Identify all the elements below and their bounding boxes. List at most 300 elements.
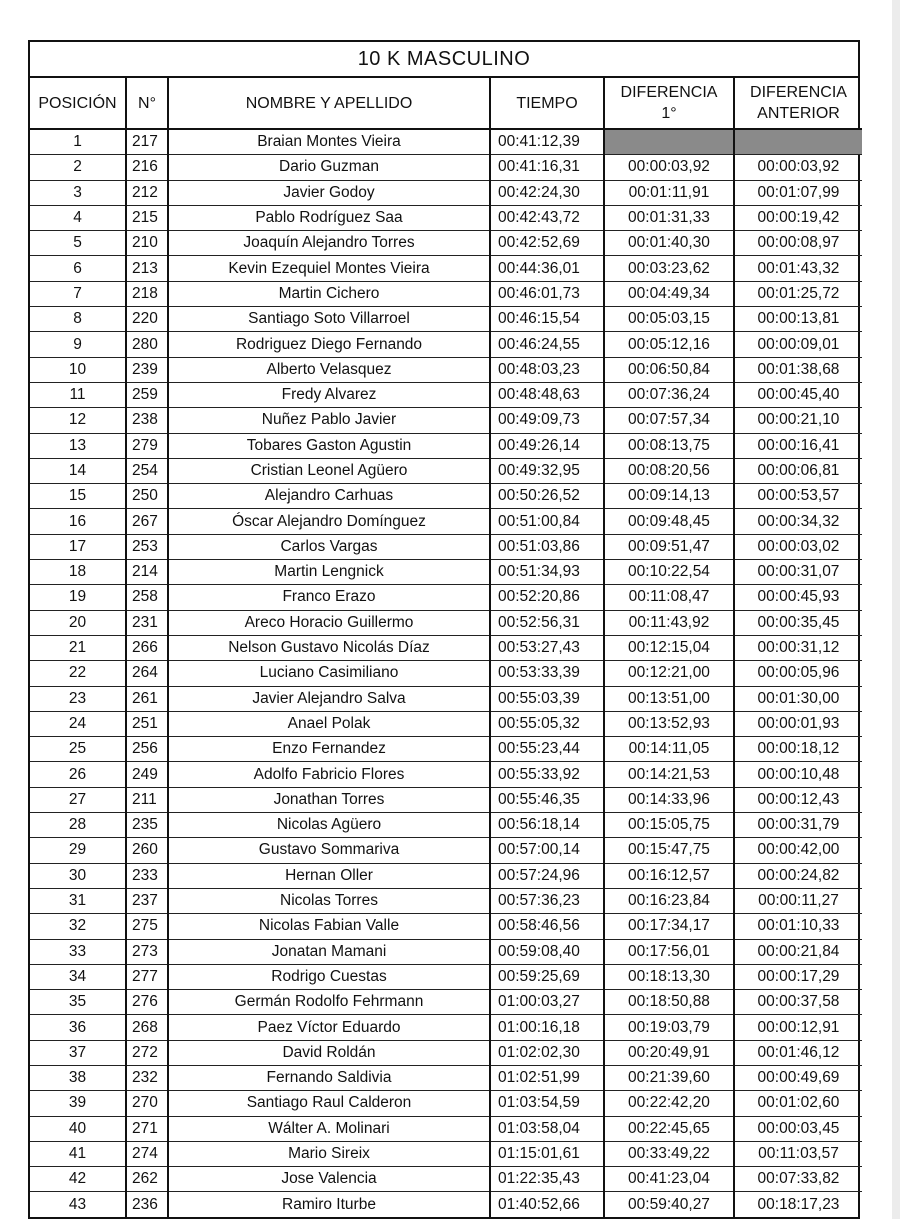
cell-posicion: 33	[30, 939, 126, 964]
cell-diferencia-primero: 00:14:21,53	[604, 762, 734, 787]
cell-diferencia-anterior: 00:01:43,32	[734, 256, 862, 281]
cell-tiempo: 00:52:56,31	[490, 610, 604, 635]
cell-numero: 256	[126, 737, 168, 762]
cell-tiempo: 00:50:26,52	[490, 484, 604, 509]
cell-posicion: 6	[30, 256, 126, 281]
cell-diferencia-primero: 00:17:56,01	[604, 939, 734, 964]
cell-nombre: Hernan Oller	[168, 863, 490, 888]
cell-diferencia-primero: 00:22:45,65	[604, 1116, 734, 1141]
cell-diferencia-primero: 00:01:31,33	[604, 205, 734, 230]
cell-tiempo: 00:53:27,43	[490, 635, 604, 660]
cell-diferencia-anterior: 00:01:30,00	[734, 686, 862, 711]
cell-posicion: 21	[30, 635, 126, 660]
cell-diferencia-primero: 00:05:03,15	[604, 307, 734, 332]
cell-posicion: 13	[30, 433, 126, 458]
cell-numero: 275	[126, 914, 168, 939]
cell-nombre: Jonathan Torres	[168, 787, 490, 812]
cell-numero: 276	[126, 990, 168, 1015]
cell-tiempo: 01:03:58,04	[490, 1116, 604, 1141]
cell-numero: 210	[126, 231, 168, 256]
cell-nombre: Mario Sireix	[168, 1141, 490, 1166]
cell-numero: 217	[126, 129, 168, 155]
cell-diferencia-anterior: 00:00:05,96	[734, 661, 862, 686]
cell-nombre: Ramiro Iturbe	[168, 1192, 490, 1217]
table-row	[30, 332, 862, 357]
table-row	[30, 939, 862, 964]
cell-numero: 272	[126, 1040, 168, 1065]
table-row	[30, 458, 862, 483]
cell-numero: 279	[126, 433, 168, 458]
table-row	[30, 1167, 862, 1192]
cell-numero: 249	[126, 762, 168, 787]
cell-tiempo: 00:52:20,86	[490, 585, 604, 610]
cell-nombre: Areco Horacio Guillermo	[168, 610, 490, 635]
cell-diferencia-primero: 00:21:39,60	[604, 1065, 734, 1090]
cell-diferencia-anterior: 00:00:09,01	[734, 332, 862, 357]
cell-diferencia-anterior: 00:00:42,00	[734, 838, 862, 863]
cell-numero: 277	[126, 964, 168, 989]
cell-tiempo: 01:03:54,59	[490, 1091, 604, 1116]
table-row	[30, 129, 862, 155]
table-row	[30, 1040, 862, 1065]
cell-diferencia-primero: 00:15:47,75	[604, 838, 734, 863]
cell-numero: 213	[126, 256, 168, 281]
cell-diferencia-anterior: 00:01:25,72	[734, 281, 862, 306]
cell-posicion: 41	[30, 1141, 126, 1166]
cell-numero: 214	[126, 560, 168, 585]
cell-diferencia-anterior: 00:00:03,02	[734, 534, 862, 559]
cell-tiempo: 00:46:01,73	[490, 281, 604, 306]
cell-nombre: Alejandro Carhuas	[168, 484, 490, 509]
cell-diferencia-primero: 00:12:21,00	[604, 661, 734, 686]
cell-posicion: 35	[30, 990, 126, 1015]
cell-posicion: 32	[30, 914, 126, 939]
page-edge	[892, 0, 900, 1219]
cell-diferencia-anterior: 00:00:31,79	[734, 813, 862, 838]
cell-diferencia-primero: 00:18:13,30	[604, 964, 734, 989]
cell-tiempo: 00:55:23,44	[490, 737, 604, 762]
cell-tiempo: 01:15:01,61	[490, 1141, 604, 1166]
cell-numero: 261	[126, 686, 168, 711]
cell-nombre: Germán Rodolfo Fehrmann	[168, 990, 490, 1015]
cell-nombre: Anael Polak	[168, 711, 490, 736]
cell-tiempo: 00:57:36,23	[490, 888, 604, 913]
table-row	[30, 231, 862, 256]
cell-numero: 220	[126, 307, 168, 332]
cell-nombre: Rodriguez Diego Fernando	[168, 332, 490, 357]
cell-numero: 251	[126, 711, 168, 736]
cell-numero: 236	[126, 1192, 168, 1217]
cell-diferencia-anterior: 00:00:13,81	[734, 307, 862, 332]
cell-tiempo: 00:42:43,72	[490, 205, 604, 230]
cell-tiempo: 00:55:33,92	[490, 762, 604, 787]
cell-posicion: 38	[30, 1065, 126, 1090]
cell-diferencia-primero: 00:13:51,00	[604, 686, 734, 711]
cell-posicion: 19	[30, 585, 126, 610]
cell-nombre: Fredy Alvarez	[168, 382, 490, 407]
cell-diferencia-primero: 00:16:23,84	[604, 888, 734, 913]
cell-posicion: 27	[30, 787, 126, 812]
cell-diferencia-primero: 00:07:36,24	[604, 382, 734, 407]
cell-tiempo: 00:51:00,84	[490, 509, 604, 534]
cell-nombre: Dario Guzman	[168, 155, 490, 180]
cell-nombre: Pablo Rodríguez Saa	[168, 205, 490, 230]
cell-posicion: 25	[30, 737, 126, 762]
cell-nombre: Wálter A. Molinari	[168, 1116, 490, 1141]
results-sheet	[28, 40, 860, 1219]
cell-tiempo: 01:40:52,66	[490, 1192, 604, 1217]
table-row	[30, 737, 862, 762]
cell-nombre: Carlos Vargas	[168, 534, 490, 559]
cell-numero: 233	[126, 863, 168, 888]
cell-nombre: Cristian Leonel Agüero	[168, 458, 490, 483]
cell-diferencia-anterior: 00:01:07,99	[734, 180, 862, 205]
cell-nombre: Santiago Soto Villarroel	[168, 307, 490, 332]
cell-posicion: 15	[30, 484, 126, 509]
table-row	[30, 762, 862, 787]
cell-numero: 270	[126, 1091, 168, 1116]
cell-numero: 237	[126, 888, 168, 913]
header-diferencia-primero-line2: 1°	[661, 105, 677, 122]
cell-numero: 266	[126, 635, 168, 660]
cell-nombre: Paez Víctor Eduardo	[168, 1015, 490, 1040]
cell-tiempo: 00:58:46,56	[490, 914, 604, 939]
table-row	[30, 534, 862, 559]
cell-numero: 239	[126, 357, 168, 382]
header-diferencia-primero-line1: DIFERENCIA	[620, 84, 718, 101]
cell-posicion: 14	[30, 458, 126, 483]
cell-diferencia-primero: 00:09:51,47	[604, 534, 734, 559]
cell-posicion: 43	[30, 1192, 126, 1217]
cell-numero: 260	[126, 838, 168, 863]
cell-nombre: Enzo Fernandez	[168, 737, 490, 762]
cell-nombre: Braian Montes Vieira	[168, 129, 490, 155]
cell-posicion: 3	[30, 180, 126, 205]
cell-posicion: 24	[30, 711, 126, 736]
cell-diferencia-anterior: 00:11:03,57	[734, 1141, 862, 1166]
cell-tiempo: 00:55:46,35	[490, 787, 604, 812]
table-row	[30, 990, 862, 1015]
table-row	[30, 307, 862, 332]
cell-diferencia-anterior: 00:00:49,69	[734, 1065, 862, 1090]
cell-diferencia-anterior: 00:01:46,12	[734, 1040, 862, 1065]
cell-numero: 264	[126, 661, 168, 686]
cell-diferencia-primero: 00:00:03,92	[604, 155, 734, 180]
cell-posicion: 39	[30, 1091, 126, 1116]
cell-diferencia-anterior: 00:00:10,48	[734, 762, 862, 787]
cell-diferencia-anterior: 00:00:17,29	[734, 964, 862, 989]
cell-diferencia-primero: 00:04:49,34	[604, 281, 734, 306]
cell-numero: 258	[126, 585, 168, 610]
cell-tiempo: 00:55:05,32	[490, 711, 604, 736]
header-diferencia-anterior	[734, 78, 862, 129]
cell-diferencia-primero: 00:22:42,20	[604, 1091, 734, 1116]
cell-tiempo: 00:49:26,14	[490, 433, 604, 458]
cell-diferencia-primero: 00:13:52,93	[604, 711, 734, 736]
cell-numero: 215	[126, 205, 168, 230]
cell-diferencia-anterior: 00:00:21,84	[734, 939, 862, 964]
cell-posicion: 17	[30, 534, 126, 559]
table-row	[30, 863, 862, 888]
header-diferencia-anterior-line1: DIFERENCIA	[750, 84, 847, 101]
cell-posicion: 42	[30, 1167, 126, 1192]
cell-diferencia-anterior: 00:00:31,07	[734, 560, 862, 585]
cell-diferencia-anterior: 00:00:37,58	[734, 990, 862, 1015]
cell-numero: 254	[126, 458, 168, 483]
cell-diferencia-primero: 00:18:50,88	[604, 990, 734, 1015]
cell-tiempo: 00:41:16,31	[490, 155, 604, 180]
table-row	[30, 484, 862, 509]
cell-diferencia-primero: 00:08:20,56	[604, 458, 734, 483]
cell-tiempo: 00:51:34,93	[490, 560, 604, 585]
cell-nombre: Gustavo Sommariva	[168, 838, 490, 863]
cell-diferencia-primero: 00:09:14,13	[604, 484, 734, 509]
cell-posicion: 20	[30, 610, 126, 635]
cell-nombre: Rodrigo Cuestas	[168, 964, 490, 989]
cell-diferencia-anterior: 00:00:35,45	[734, 610, 862, 635]
cell-numero: 231	[126, 610, 168, 635]
cell-diferencia-anterior: 00:00:12,43	[734, 787, 862, 812]
cell-nombre: Nicolas Agüero	[168, 813, 490, 838]
cell-numero: 238	[126, 408, 168, 433]
cell-nombre: Jose Valencia	[168, 1167, 490, 1192]
table-row	[30, 155, 862, 180]
cell-nombre: David Roldán	[168, 1040, 490, 1065]
cell-posicion: 37	[30, 1040, 126, 1065]
cell-diferencia-anterior: 00:00:53,57	[734, 484, 862, 509]
cell-diferencia-anterior: 00:00:34,32	[734, 509, 862, 534]
cell-tiempo: 00:41:12,39	[490, 129, 604, 155]
cell-posicion: 4	[30, 205, 126, 230]
cell-tiempo: 00:56:18,14	[490, 813, 604, 838]
cell-tiempo: 01:00:03,27	[490, 990, 604, 1015]
cell-diferencia-anterior: 00:00:11,27	[734, 888, 862, 913]
cell-diferencia-anterior: 00:01:38,68	[734, 357, 862, 382]
cell-diferencia-anterior: 00:00:16,41	[734, 433, 862, 458]
cell-nombre: Adolfo Fabricio Flores	[168, 762, 490, 787]
cell-diferencia-anterior: 00:00:12,91	[734, 1015, 862, 1040]
cell-posicion: 31	[30, 888, 126, 913]
cell-diferencia-primero	[604, 129, 734, 155]
cell-nombre: Kevin Ezequiel Montes Vieira	[168, 256, 490, 281]
table-row	[30, 180, 862, 205]
cell-diferencia-anterior: 00:01:02,60	[734, 1091, 862, 1116]
table-row	[30, 509, 862, 534]
cell-diferencia-primero: 00:10:22,54	[604, 560, 734, 585]
header-diferencia-anterior-line2: ANTERIOR	[757, 105, 840, 122]
table-row	[30, 1141, 862, 1166]
cell-nombre: Fernando Saldivia	[168, 1065, 490, 1090]
cell-diferencia-anterior: 00:00:01,93	[734, 711, 862, 736]
cell-diferencia-anterior: 00:00:24,82	[734, 863, 862, 888]
table-row	[30, 1116, 862, 1141]
cell-nombre: Nelson Gustavo Nicolás Díaz	[168, 635, 490, 660]
cell-numero: 268	[126, 1015, 168, 1040]
cell-diferencia-primero: 00:14:11,05	[604, 737, 734, 762]
table-row	[30, 711, 862, 736]
cell-nombre: Nicolas Fabian Valle	[168, 914, 490, 939]
table-row	[30, 610, 862, 635]
cell-posicion: 9	[30, 332, 126, 357]
cell-posicion: 12	[30, 408, 126, 433]
cell-diferencia-primero: 00:11:43,92	[604, 610, 734, 635]
table-row	[30, 787, 862, 812]
cell-diferencia-primero: 00:41:23,04	[604, 1167, 734, 1192]
table-row	[30, 888, 862, 913]
cell-diferencia-primero: 00:09:48,45	[604, 509, 734, 534]
cell-nombre: Joaquín Alejandro Torres	[168, 231, 490, 256]
cell-diferencia-primero: 00:08:13,75	[604, 433, 734, 458]
cell-posicion: 30	[30, 863, 126, 888]
cell-diferencia-primero: 00:33:49,22	[604, 1141, 734, 1166]
cell-posicion: 5	[30, 231, 126, 256]
cell-diferencia-anterior: 00:00:45,40	[734, 382, 862, 407]
cell-diferencia-primero: 00:07:57,34	[604, 408, 734, 433]
cell-nombre: Martin Lengnick	[168, 560, 490, 585]
cell-numero: 250	[126, 484, 168, 509]
cell-diferencia-anterior	[734, 129, 862, 155]
cell-posicion: 7	[30, 281, 126, 306]
cell-nombre: Luciano Casimiliano	[168, 661, 490, 686]
cell-numero: 211	[126, 787, 168, 812]
cell-posicion: 18	[30, 560, 126, 585]
cell-diferencia-anterior: 00:00:08,97	[734, 231, 862, 256]
table-row	[30, 256, 862, 281]
cell-tiempo: 00:42:24,30	[490, 180, 604, 205]
cell-diferencia-primero: 00:12:15,04	[604, 635, 734, 660]
table-row	[30, 964, 862, 989]
cell-tiempo: 00:57:24,96	[490, 863, 604, 888]
cell-tiempo: 00:51:03,86	[490, 534, 604, 559]
cell-nombre: Nicolas Torres	[168, 888, 490, 913]
cell-tiempo: 00:46:24,55	[490, 332, 604, 357]
cell-diferencia-primero: 00:16:12,57	[604, 863, 734, 888]
cell-diferencia-primero: 00:14:33,96	[604, 787, 734, 812]
cell-diferencia-anterior: 00:01:10,33	[734, 914, 862, 939]
cell-posicion: 8	[30, 307, 126, 332]
table-row	[30, 357, 862, 382]
table-row	[30, 1065, 862, 1090]
cell-diferencia-primero: 00:03:23,62	[604, 256, 734, 281]
cell-tiempo: 01:02:51,99	[490, 1065, 604, 1090]
cell-numero: 253	[126, 534, 168, 559]
cell-nombre: Nuñez Pablo Javier	[168, 408, 490, 433]
cell-tiempo: 01:22:35,43	[490, 1167, 604, 1192]
cell-tiempo: 01:02:02,30	[490, 1040, 604, 1065]
cell-tiempo: 00:59:25,69	[490, 964, 604, 989]
header-nombre: NOMBRE Y APELLIDO	[168, 78, 490, 129]
table-row	[30, 433, 862, 458]
cell-diferencia-primero: 00:11:08,47	[604, 585, 734, 610]
cell-nombre: Javier Godoy	[168, 180, 490, 205]
table-row	[30, 838, 862, 863]
table-row	[30, 1015, 862, 1040]
cell-numero: 259	[126, 382, 168, 407]
cell-diferencia-anterior: 00:18:17,23	[757, 1195, 840, 1213]
cell-diferencia-anterior: 00:00:06,81	[734, 458, 862, 483]
table-row	[30, 661, 862, 686]
cell-posicion: 23	[30, 686, 126, 711]
cell-posicion: 22	[30, 661, 126, 686]
cell-numero: 212	[126, 180, 168, 205]
header-numero: N°	[126, 78, 168, 129]
cell-posicion: 11	[30, 382, 126, 407]
cell-diferencia-primero: 00:19:03,79	[604, 1015, 734, 1040]
cell-tiempo: 00:59:08,40	[490, 939, 604, 964]
cell-tiempo: 00:46:15,54	[490, 307, 604, 332]
cell-tiempo: 01:00:16,18	[490, 1015, 604, 1040]
cell-diferencia-primero: 00:15:05,75	[604, 813, 734, 838]
cell-tiempo: 00:53:33,39	[490, 661, 604, 686]
results-table	[30, 78, 862, 1217]
cell-tiempo: 00:55:03,39	[490, 686, 604, 711]
cell-tiempo: 00:57:00,14	[490, 838, 604, 863]
cell-nombre: Javier Alejandro Salva	[168, 686, 490, 711]
cell-nombre: Jonatan Mamani	[168, 939, 490, 964]
cell-numero: 267	[126, 509, 168, 534]
cell-diferencia-anterior: 00:00:19,42	[734, 205, 862, 230]
cell-tiempo: 00:44:36,01	[490, 256, 604, 281]
cell-posicion: 10	[30, 357, 126, 382]
cell-diferencia-anterior: 00:00:03,92	[734, 155, 862, 180]
cell-numero: 232	[126, 1065, 168, 1090]
table-row	[30, 585, 862, 610]
cell-tiempo: 00:48:48,63	[490, 382, 604, 407]
cell-numero: 218	[126, 281, 168, 306]
table-row	[30, 408, 862, 433]
table-row	[30, 1091, 862, 1116]
cell-diferencia-anterior: 00:00:03,45	[734, 1116, 862, 1141]
cell-nombre: Martin Cichero	[168, 281, 490, 306]
table-row	[30, 686, 862, 711]
cell-diferencia-anterior: 00:00:45,93	[734, 585, 862, 610]
table-row	[30, 560, 862, 585]
cell-posicion: 26	[30, 762, 126, 787]
table-row	[30, 382, 862, 407]
cell-numero: 235	[126, 813, 168, 838]
cell-diferencia-anterior: 00:07:33,82	[734, 1167, 862, 1192]
cell-diferencia-primero: 00:05:12,16	[604, 332, 734, 357]
cell-nombre: Santiago Raul Calderon	[168, 1091, 490, 1116]
cell-numero: 274	[126, 1141, 168, 1166]
cell-nombre: Tobares Gaston Agustin	[168, 433, 490, 458]
cell-numero: 280	[126, 332, 168, 357]
table-row	[30, 205, 862, 230]
header-posicion: POSICIÓN	[30, 78, 126, 129]
cell-posicion: 29	[30, 838, 126, 863]
cell-tiempo: 00:49:32,95	[490, 458, 604, 483]
cell-diferencia-anterior: 00:00:18,12	[734, 737, 862, 762]
cell-diferencia-primero: 00:20:49,91	[604, 1040, 734, 1065]
cell-posicion: 2	[30, 155, 126, 180]
table-row	[30, 1192, 862, 1217]
cell-tiempo: 00:49:09,73	[490, 408, 604, 433]
cell-posicion: 1	[30, 129, 126, 155]
page-title: 10 K MASCULINO	[30, 42, 858, 78]
cell-numero: 216	[126, 155, 168, 180]
cell-nombre: Alberto Velasquez	[168, 357, 490, 382]
table-row	[30, 281, 862, 306]
cell-numero: 273	[126, 939, 168, 964]
cell-posicion: 34	[30, 964, 126, 989]
header-row	[30, 78, 862, 129]
cell-posicion: 28	[30, 813, 126, 838]
cell-nombre: Óscar Alejandro Domínguez	[168, 509, 490, 534]
cell-diferencia-primero: 00:01:40,30	[604, 231, 734, 256]
cell-numero: 271	[126, 1116, 168, 1141]
table-row	[30, 914, 862, 939]
cell-posicion: 40	[30, 1116, 126, 1141]
